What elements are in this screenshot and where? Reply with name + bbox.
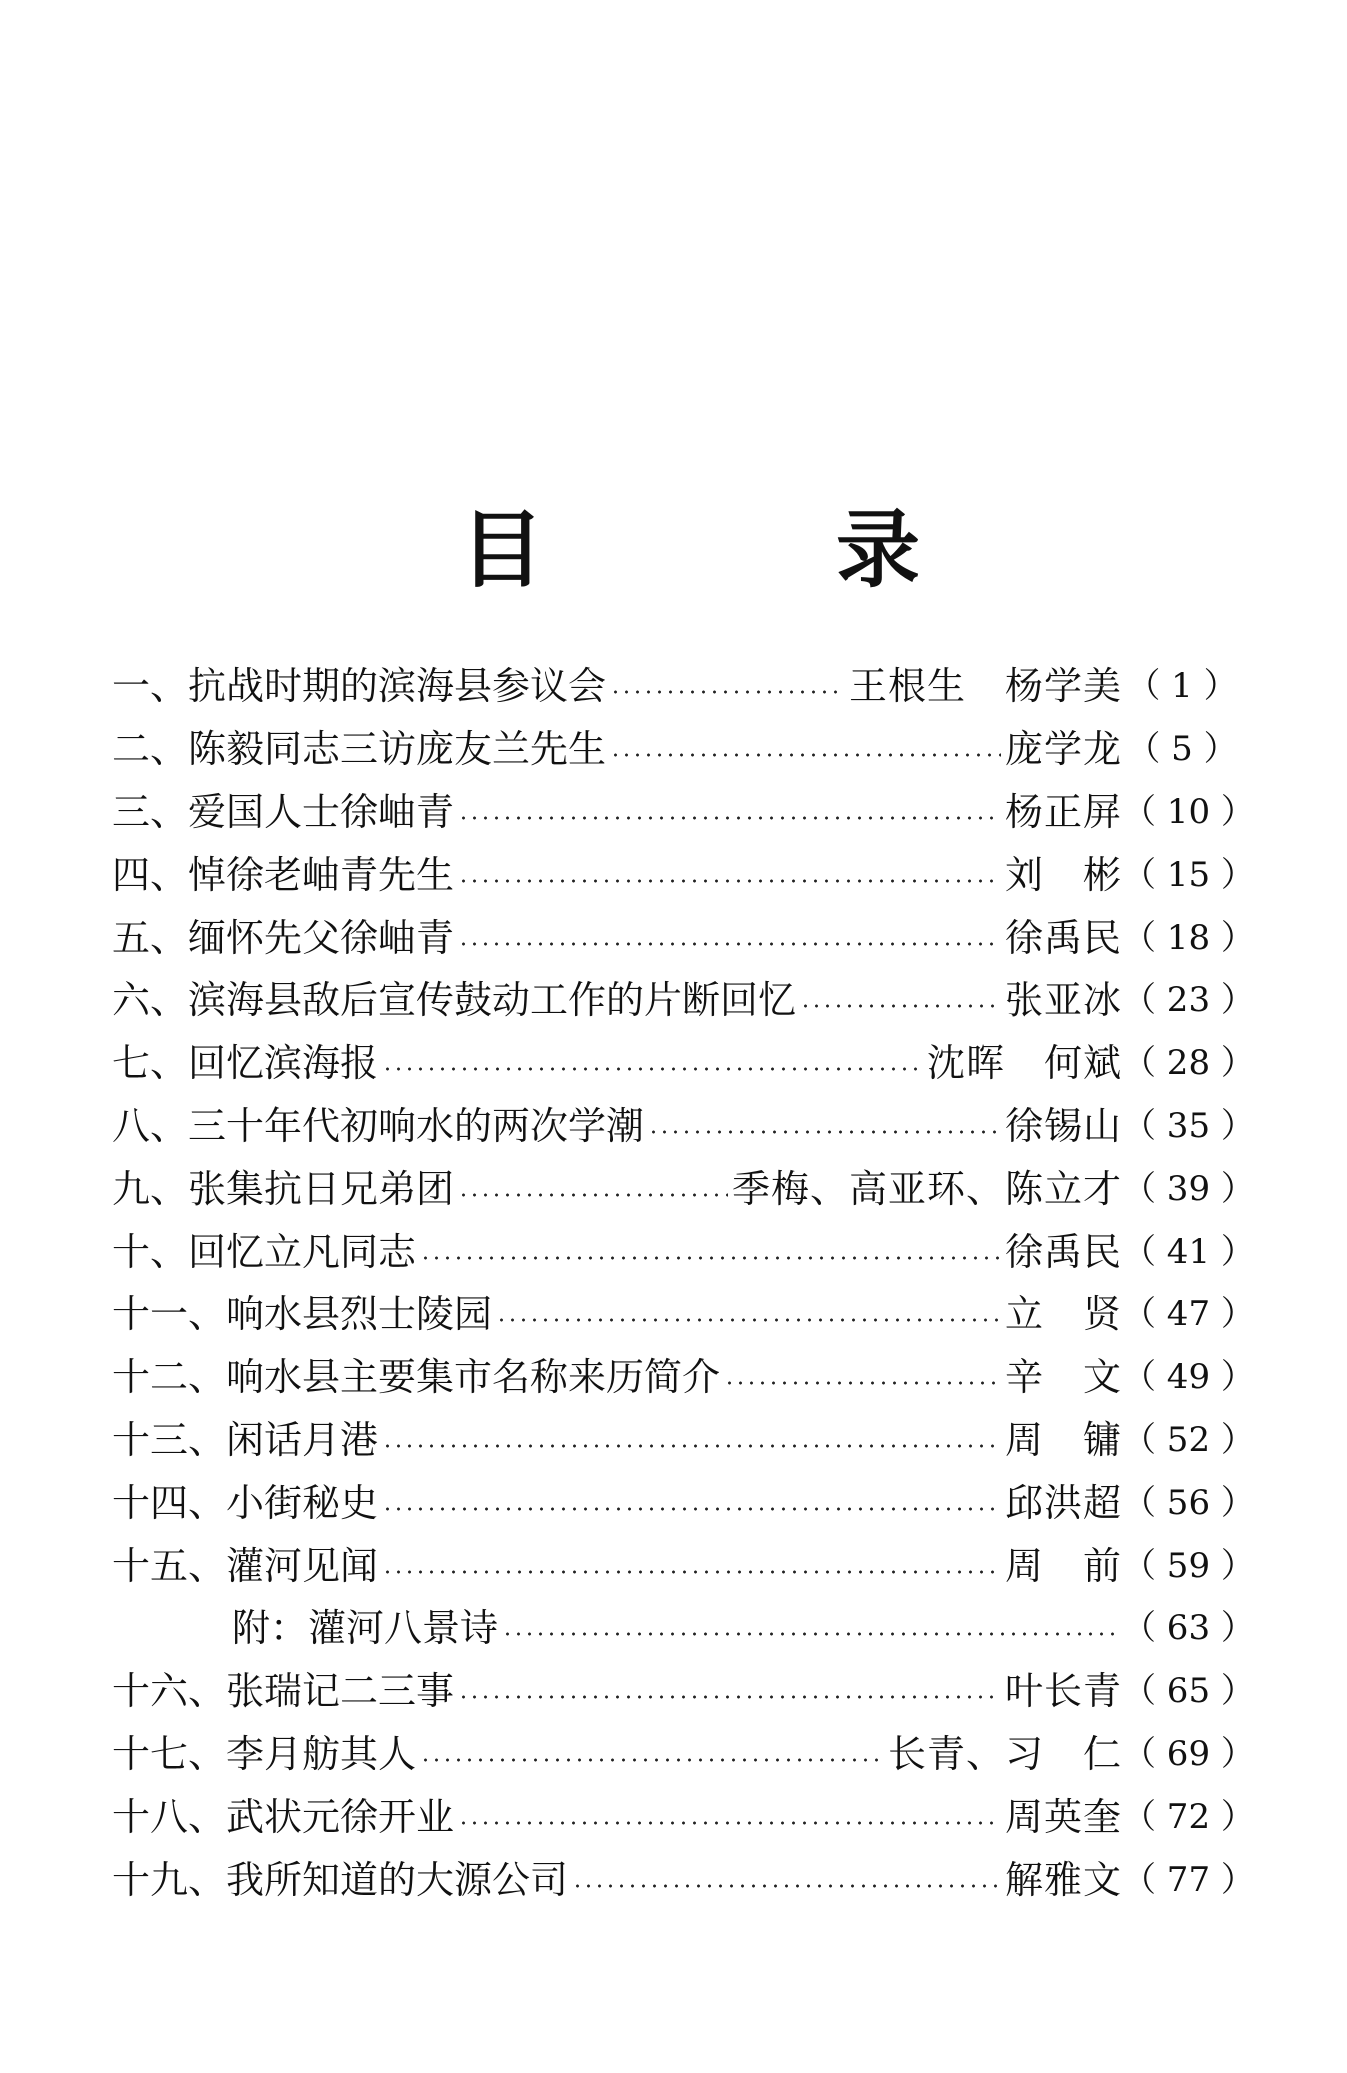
entry-author: 徐禹民 <box>1004 1229 1122 1274</box>
entry-number: 十、 <box>112 1229 189 1274</box>
entry-page: （ 39 ） <box>1122 1168 1255 1209</box>
entry-number: 一、 <box>112 664 189 709</box>
dot-leader <box>610 690 845 694</box>
toc-entry-10[interactable] <box>112 1220 1255 1283</box>
page-title <box>460 500 920 600</box>
entry-author: 长青、习 仁 <box>887 1731 1122 1776</box>
entry-author: 周 镛 <box>1004 1417 1122 1462</box>
toc-entry-5[interactable] <box>112 906 1255 969</box>
dot-leader <box>458 1821 1001 1825</box>
toc-entry-18[interactable] <box>112 1785 1255 1848</box>
title-char-1: 目 <box>460 501 545 599</box>
entry-title: 悼徐老岫青先生 <box>188 852 455 897</box>
entry-author: 沈晖 何斌 <box>926 1041 1122 1086</box>
entry-number: 十二、 <box>112 1355 227 1400</box>
entry-number: 十一、 <box>112 1292 227 1337</box>
entry-title: 抗战时期的滨海县参议会 <box>188 664 607 709</box>
entry-author: 杨正屏 <box>1004 789 1122 834</box>
entry-page: （ 15 ） <box>1122 854 1255 895</box>
entry-author: 徐禹民 <box>1004 915 1122 960</box>
entry-author: 张亚冰 <box>1004 978 1122 1023</box>
toc-entry-13[interactable] <box>112 1409 1255 1472</box>
entry-page: （ 41 ） <box>1122 1231 1255 1272</box>
toc-entry-appendix[interactable] <box>112 1597 1255 1660</box>
dot-leader <box>382 1507 1001 1511</box>
toc-entry-2[interactable] <box>112 718 1242 781</box>
entry-page: （ 5 ） <box>1126 729 1238 770</box>
entry-title: 陈毅同志三访庞友兰先生 <box>188 727 607 772</box>
entry-page: （ 63 ） <box>1122 1608 1255 1649</box>
toc-entry-4[interactable] <box>112 843 1255 906</box>
toc-entry-15[interactable] <box>112 1534 1255 1597</box>
entry-number: 十五、 <box>112 1543 227 1588</box>
dot-leader <box>382 1570 1001 1574</box>
entry-title: 响水县烈士陵园 <box>226 1292 493 1337</box>
entry-page: （ 72 ） <box>1122 1796 1255 1837</box>
dot-leader <box>382 1444 1001 1448</box>
entry-title: 张瑞记二三事 <box>226 1669 455 1714</box>
entry-page: （ 47 ） <box>1122 1294 1255 1335</box>
entry-author: 邱洪超 <box>1004 1480 1122 1525</box>
dot-leader <box>458 816 1001 820</box>
entry-page: （ 69 ） <box>1122 1733 1255 1774</box>
entry-title: 缅怀先父徐岫青 <box>188 915 455 960</box>
entry-title: 滨海县敌后宣传鼓动工作的片断回忆 <box>188 978 797 1023</box>
toc-entry-17[interactable] <box>112 1723 1255 1786</box>
entry-title: 小街秘史 <box>226 1480 379 1525</box>
entry-author: 周 前 <box>1004 1543 1122 1588</box>
entry-number: 十九、 <box>112 1857 227 1902</box>
entry-author: 辛 文 <box>1004 1355 1122 1400</box>
entry-title: 三十年代初响水的两次学潮 <box>188 1103 645 1148</box>
entry-author: 周英奎 <box>1004 1794 1122 1839</box>
dot-leader <box>458 1695 1001 1699</box>
entry-number: 十八、 <box>112 1794 227 1839</box>
dot-leader <box>458 1193 728 1197</box>
entry-number: 四、 <box>112 852 189 897</box>
toc-entry-19[interactable] <box>112 1848 1255 1911</box>
entry-number: 六、 <box>112 978 189 1023</box>
entry-page: （ 59 ） <box>1122 1545 1255 1586</box>
toc-entry-11[interactable] <box>112 1283 1255 1346</box>
entry-title: 灌河见闻 <box>226 1543 379 1588</box>
entry-title: 闲话月港 <box>226 1417 379 1462</box>
dot-leader <box>458 879 1001 883</box>
entry-author: 徐锡山 <box>1004 1103 1122 1148</box>
toc-entry-9[interactable] <box>112 1157 1255 1220</box>
entry-page: （ 35 ） <box>1122 1105 1255 1146</box>
entry-page: （ 18 ） <box>1122 917 1255 958</box>
toc-entry-12[interactable] <box>112 1346 1255 1409</box>
entry-page: （ 23 ） <box>1122 980 1255 1021</box>
entry-title: 武状元徐开业 <box>226 1794 455 1839</box>
entry-author: 庞学龙 <box>1004 727 1122 772</box>
entry-author: 立 贤 <box>1004 1292 1122 1337</box>
entry-page: （ 49 ） <box>1122 1357 1255 1398</box>
entry-title: 响水县主要集市名称来历简介 <box>226 1355 721 1400</box>
title-char-2: 录 <box>835 501 920 599</box>
toc-entry-3[interactable] <box>112 781 1255 844</box>
entry-title: 我所知道的大源公司 <box>226 1857 569 1902</box>
dot-leader <box>496 1318 1001 1322</box>
dot-leader <box>458 942 1001 946</box>
toc-entry-6[interactable] <box>112 969 1255 1032</box>
entry-page: （ 1 ） <box>1126 666 1238 707</box>
entry-author: 王根生 杨学美 <box>848 664 1122 709</box>
entry-number: 十三、 <box>112 1417 227 1462</box>
entry-author: 叶长青 <box>1004 1669 1122 1714</box>
entry-title: 张集抗日兄弟团 <box>188 1166 455 1211</box>
entry-number: 十六、 <box>112 1669 227 1714</box>
toc-entry-14[interactable] <box>112 1471 1255 1534</box>
entry-page: （ 56 ） <box>1122 1482 1255 1523</box>
entry-page: （ 52 ） <box>1122 1419 1255 1460</box>
dot-leader <box>502 1632 1118 1636</box>
entry-page: （ 65 ） <box>1122 1671 1255 1712</box>
entry-number: 十四、 <box>112 1480 227 1525</box>
dot-leader <box>800 1004 1001 1008</box>
dot-leader <box>382 1067 923 1071</box>
entry-author: 季梅、高亚环、陈立才 <box>731 1166 1122 1211</box>
entry-number: 十七、 <box>112 1731 227 1776</box>
entry-page: （ 10 ） <box>1122 791 1255 832</box>
dot-leader <box>724 1381 1001 1385</box>
entry-number: 二、 <box>112 727 189 772</box>
entry-title: 附：灌河八景诗 <box>232 1606 499 1651</box>
entry-title: 回忆滨海报 <box>188 1041 379 1086</box>
dot-leader <box>572 1884 1001 1888</box>
entry-page: （ 28 ） <box>1122 1043 1255 1084</box>
entry-number: 八、 <box>112 1103 189 1148</box>
dot-leader <box>648 1130 1001 1134</box>
table-of-contents <box>112 655 1255 1911</box>
entry-author: 刘 彬 <box>1004 852 1122 897</box>
entry-page: （ 77 ） <box>1122 1859 1255 1900</box>
entry-number: 七、 <box>112 1041 189 1086</box>
dot-leader <box>420 1256 1001 1260</box>
toc-entry-16[interactable] <box>112 1660 1255 1723</box>
toc-entry-7[interactable] <box>112 1032 1255 1095</box>
entry-author: 解雅文 <box>1004 1857 1122 1902</box>
entry-title: 李月舫其人 <box>226 1731 417 1776</box>
entry-number: 五、 <box>112 915 189 960</box>
entry-number: 三、 <box>112 789 189 834</box>
entry-title: 回忆立凡同志 <box>188 1229 417 1274</box>
dot-leader <box>420 1758 884 1762</box>
entry-title: 爱国人士徐岫青 <box>188 789 455 834</box>
entry-number: 九、 <box>112 1166 189 1211</box>
dot-leader <box>610 753 1001 757</box>
toc-entry-1[interactable] <box>112 655 1242 718</box>
toc-entry-8[interactable] <box>112 1095 1255 1158</box>
